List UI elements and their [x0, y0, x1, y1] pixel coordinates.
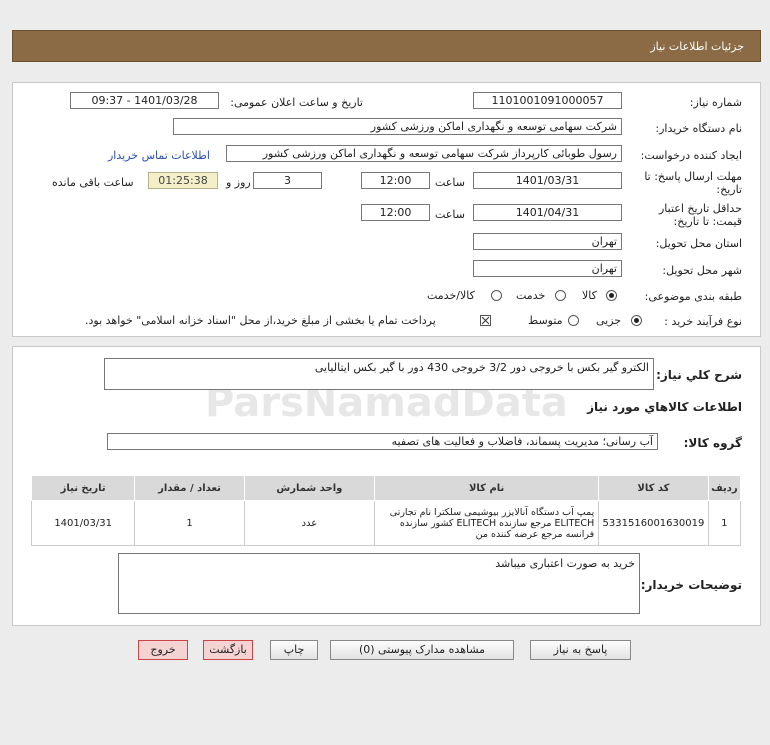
buyer-contact-link[interactable]: اطلاعات تماس خریدار [108, 149, 210, 162]
page-title: جزئیات اطلاعات نیاز [650, 40, 744, 53]
col-unit: واحد شمارش [244, 476, 374, 501]
treasury-payment-checkbox[interactable] [480, 315, 491, 326]
city-field: تهران [473, 260, 622, 277]
validity-date-field: 1401/04/31 [473, 204, 622, 221]
goods-group-field: آب رسانی؛ مدیریت پسماند، فاضلاب و فعالیت های تصفیه [107, 433, 658, 450]
category-option-service: خدمت [516, 289, 546, 302]
summary-label: شرح کلي نياز: [656, 368, 742, 382]
need-number-label: شماره نیاز: [689, 96, 742, 109]
days-label: روز و [226, 176, 251, 189]
remaining-days-field: 3 [253, 172, 322, 189]
category-radio-service[interactable] [555, 290, 566, 301]
col-row: ردیف [708, 476, 740, 501]
announce-datetime-field: 1401/03/28 - 09:37 [70, 92, 219, 109]
col-qty: تعداد / مقدار [135, 476, 244, 501]
category-label: طبقه بندی موضوعی: [644, 290, 742, 303]
cell-name: پمپ آب دستگاه آنالایزر بیوشیمی سلکترا نام تجارتی ELITECH مرجع سازنده ELITECH کشور سازنده فرانسه مرجع عرضه کننده من [375, 501, 599, 546]
reply-button[interactable]: پاسخ به نیاز [530, 640, 631, 660]
cell-unit: عدد [244, 501, 374, 546]
reply-deadline-label-date: تاریخ: [716, 183, 742, 196]
cell-date: 1401/03/31 [32, 501, 135, 546]
reply-deadline-label: مهلت ارسال پاسخ: تا [644, 170, 742, 183]
process-option-minor: جزیی [596, 314, 622, 327]
goods-group-label: گروه کالا: [683, 436, 742, 450]
remaining-time-timer: 01:25:38 [148, 172, 218, 189]
col-code: کد کالا [599, 476, 708, 501]
remaining-time-label: ساعت باقی مانده [52, 176, 134, 189]
cell-qty: 1 [135, 501, 244, 546]
buyer-org-label: نام دستگاه خریدار: [655, 122, 742, 135]
reply-time-field: 12:00 [361, 172, 430, 189]
cell-row: 1 [708, 501, 740, 546]
validity-label-date: قیمت: تا تاریخ: [673, 215, 742, 228]
attachments-button[interactable]: مشاهده مدارک پیوستی (0) [330, 640, 514, 660]
summary-field: الکترو گیر بکس با خروجی دور 3/2 خروجی 430 دور با گیر بکس ایتالیایی [104, 358, 654, 390]
page-header [12, 30, 761, 62]
reply-time-label: ساعت [435, 176, 465, 189]
goods-table [31, 475, 741, 546]
validity-label: حداقل تاریخ اعتبار [658, 202, 742, 215]
print-button[interactable]: چاپ [270, 640, 318, 660]
cell-code: 5331516001630019 [599, 501, 708, 546]
validity-time-label: ساعت [435, 208, 465, 221]
process-type-label: نوع فرآیند خرید : [664, 315, 742, 328]
process-radio-minor[interactable] [631, 315, 642, 326]
province-field: تهران [473, 233, 622, 250]
buyer-org-field: شرکت سهامی توسعه و نگهداری اماکن ورزشی کشور [173, 118, 622, 135]
process-radio-medium[interactable] [568, 315, 579, 326]
requester-label: ایجاد کننده درخواست: [640, 149, 742, 162]
province-label: استان محل تحویل: [655, 237, 742, 250]
back-button[interactable]: بازگشت [203, 640, 253, 660]
need-number-field: 1101001091000057 [473, 92, 622, 109]
table-row [32, 501, 741, 546]
treasury-payment-note: پرداخت تمام یا بخشی از مبلغ خرید،از محل "اسناد خزانه اسلامی" خواهد بود. [85, 314, 436, 327]
category-option-goods: کالا [582, 289, 597, 302]
buyer-notes-field: خرید به صورت اعتباری میباشد [118, 553, 640, 614]
category-radio-goods-service[interactable] [491, 290, 502, 301]
buyer-notes-label: توضیحات خریدار: [640, 578, 742, 592]
goods-table-header [32, 476, 741, 501]
process-option-medium: متوسط [528, 314, 563, 327]
announce-datetime-label: تاریخ و ساعت اعلان عمومی: [230, 96, 363, 109]
category-radio-goods[interactable] [606, 290, 617, 301]
city-label: شهر محل تحویل: [662, 264, 742, 277]
goods-info-heading: اطلاعات کالاهاي مورد نياز [587, 400, 742, 414]
col-date: تاریخ نیاز [32, 476, 135, 501]
reply-date-field: 1401/03/31 [473, 172, 622, 189]
category-option-goods-service: کالا/خدمت [427, 289, 475, 302]
validity-time-field: 12:00 [361, 204, 430, 221]
col-name: نام کالا [375, 476, 599, 501]
requester-field: رسول طوبائی کارپرداز شرکت سهامی توسعه و نگهداری اماکن ورزشی کشور [226, 145, 622, 162]
exit-button[interactable]: خروج [138, 640, 188, 660]
